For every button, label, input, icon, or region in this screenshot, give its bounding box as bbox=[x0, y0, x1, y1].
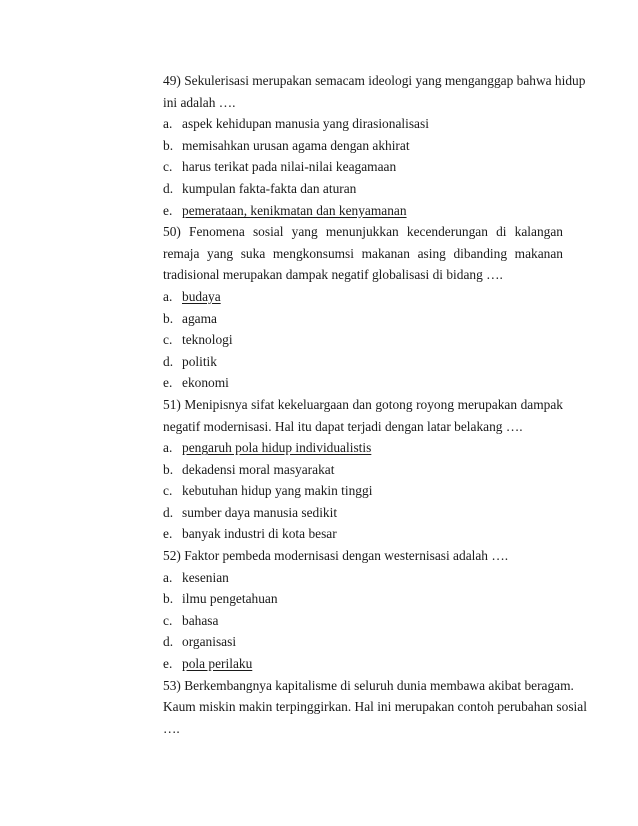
option-e bbox=[163, 372, 563, 394]
option-letter: d. bbox=[163, 180, 174, 196]
option-letter: c. bbox=[163, 332, 173, 348]
option-text: kesenian bbox=[182, 569, 229, 585]
option-text: banyak industri di kota besar bbox=[182, 526, 337, 542]
option-letter: b. bbox=[163, 461, 174, 477]
option-text: sumber daya manusia sedikit bbox=[182, 504, 338, 520]
option-text-answer: pola perilaku bbox=[182, 656, 253, 672]
option-letter: b. bbox=[163, 591, 174, 607]
option-letter: c. bbox=[163, 612, 173, 628]
option-text: kebutuhan hidup yang makin tinggi bbox=[182, 483, 373, 499]
option-letter: a. bbox=[163, 569, 173, 585]
option-letter: d. bbox=[163, 634, 174, 650]
question-list bbox=[163, 70, 587, 739]
question-text-line: …. bbox=[163, 720, 180, 736]
option-letter: a. bbox=[163, 116, 173, 132]
option-text: agama bbox=[182, 310, 217, 326]
question-text-line: negatif modernisasi. Hal itu dapat terjadi dengan latar belakang …. bbox=[163, 418, 523, 434]
question-text-line: Kaum miskin makin terpinggirkan. Hal ini merupakan contoh perubahan sosial bbox=[163, 699, 587, 715]
option-text: memisahkan urusan agama dengan akhirat bbox=[182, 137, 410, 153]
option-letter: c. bbox=[163, 483, 173, 499]
option-d bbox=[163, 351, 563, 373]
question-text-line: remaja yang suka mengkonsumsi makanan asing dibanding makanan bbox=[163, 245, 563, 261]
option-letter: e. bbox=[163, 656, 173, 672]
option-letter: d. bbox=[163, 353, 174, 369]
option-b bbox=[163, 308, 563, 330]
option-text: organisasi bbox=[182, 634, 237, 650]
question-50 bbox=[163, 221, 563, 394]
option-text: ekonomi bbox=[182, 375, 229, 391]
option-text-answer: pengaruh pola hidup individualistis bbox=[182, 440, 372, 456]
option-letter: d. bbox=[163, 504, 174, 520]
option-text: teknologi bbox=[182, 332, 233, 348]
option-d bbox=[163, 178, 563, 200]
option-letter: c. bbox=[163, 159, 173, 175]
option-text: kumpulan fakta-fakta dan aturan bbox=[182, 180, 357, 196]
option-letter: e. bbox=[163, 526, 173, 542]
option-d bbox=[163, 631, 563, 653]
option-letter: b. bbox=[163, 310, 174, 326]
question-52 bbox=[163, 545, 563, 675]
option-a bbox=[163, 567, 563, 589]
question-53 bbox=[163, 675, 587, 740]
option-b bbox=[163, 135, 563, 157]
question-text-line: 50) Fenomena sosial yang menunjukkan kecenderungan di kalangan bbox=[163, 224, 563, 240]
question-text-line: 51) Menipisnya sifat kekeluargaan dan gotong royong merupakan dampak bbox=[163, 396, 563, 412]
option-c bbox=[163, 610, 563, 632]
option-c bbox=[163, 329, 563, 351]
option-text: harus terikat pada nilai-nilai keagamaan bbox=[182, 159, 397, 175]
option-a bbox=[163, 286, 563, 308]
option-a bbox=[163, 113, 563, 135]
option-d bbox=[163, 502, 563, 524]
option-e bbox=[163, 523, 563, 545]
question-text-line: tradisional merupakan dampak negatif globalisasi di bidang …. bbox=[163, 267, 503, 283]
option-text: bahasa bbox=[182, 612, 219, 628]
question-49 bbox=[163, 70, 586, 221]
option-b bbox=[163, 459, 563, 481]
question-text-line: 53) Berkembangnya kapitalisme di seluruh dunia membawa akibat beragam. bbox=[163, 677, 574, 693]
option-letter: b. bbox=[163, 137, 174, 153]
option-e bbox=[163, 200, 563, 222]
option-c bbox=[163, 156, 563, 178]
question-text-line: 49) Sekulerisasi merupakan semacam ideologi yang menganggap bahwa hidup bbox=[163, 73, 586, 88]
option-text: dekadensi moral masyarakat bbox=[182, 461, 335, 477]
option-text: ilmu pengetahuan bbox=[182, 591, 278, 607]
option-e bbox=[163, 653, 563, 675]
option-text-answer: pemerataan, kenikmatan dan kenyamanan bbox=[182, 202, 407, 218]
option-c bbox=[163, 480, 563, 502]
option-a bbox=[163, 437, 563, 459]
question-text-line: 52) Faktor pembeda modernisasi dengan westernisasi adalah …. bbox=[163, 548, 509, 564]
option-letter: e. bbox=[163, 375, 173, 391]
option-text-answer: budaya bbox=[182, 288, 221, 304]
option-text: politik bbox=[182, 353, 217, 369]
option-letter: a. bbox=[163, 288, 173, 304]
option-letter: e. bbox=[163, 202, 173, 218]
question-51 bbox=[163, 394, 563, 545]
option-text: aspek kehidupan manusia yang dirasionalisasi bbox=[182, 116, 429, 132]
option-letter: a. bbox=[163, 440, 173, 456]
question-text-line: ini adalah …. bbox=[163, 94, 236, 110]
option-b bbox=[163, 588, 563, 610]
